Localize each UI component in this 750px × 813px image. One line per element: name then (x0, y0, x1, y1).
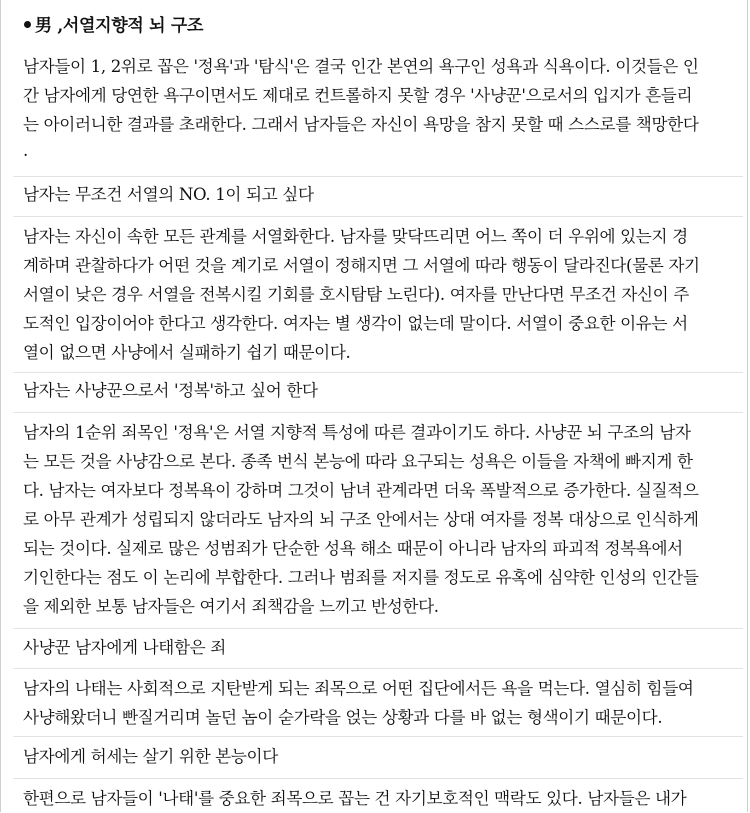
text-line: 한편으로 남자들이 '나태'를 중요한 죄목으로 꼽는 건 자기보호적인 맥락도 있다. 남자들은 내가 (23, 789, 687, 808)
text-line: 는 아이러니한 결과를 초래한다. 그래서 남자들은 자신이 욕망을 참지 못할 때 스스로를 책망한다 (23, 115, 699, 134)
divider (13, 628, 743, 629)
text-line: 되는 것이다. 실제로 많은 성범죄가 단순한 성욕 해소 때문이 아니라 남자의 파괴적 정복욕에서 (23, 539, 683, 558)
text-line: 사냥해왔더니 빤질거리며 놀던 놈이 숟가락을 얹는 상황과 다를 바 없는 형색이기 때문이다. (23, 708, 663, 727)
text-line: 남자는 자신이 속한 모든 관계를 서열화한다. 남자를 맞닥뜨리면 어느 쪽이 더 우위에 있는지 경 (23, 227, 688, 246)
text-line: 기인한다는 점도 이 논리에 부합한다. 그러나 범죄를 저지를 정도로 유혹에 심약한 인성의 인간들 (23, 568, 699, 587)
divider (13, 412, 743, 413)
text-line: 로 아무 관계가 성립되지 않더라도 남자의 뇌 구조 안에서는 상대 여자를 정복 대상으로 인식하게 (23, 510, 699, 529)
text-line: 는 모든 것을 사냥감으로 본다. 종족 번식 본능에 따라 요구되는 성욕은 이들을 자책에 빠지게 한 (23, 452, 693, 471)
text-line: 도적인 입장이어야 한다고 생각한다. 여자는 별 생각이 없는데 말이다. 서열이 중요한 이유는 서 (23, 314, 688, 333)
paragraph-3 (23, 418, 745, 621)
text-line: 계하며 관찰하다가 어떤 것을 계기로 서열이 정해지면 그 서열에 따라 행동이 달라진다(물론 자기 (23, 256, 700, 275)
subheading-4: 남자에게 허세는 살기 위한 본능이다 (23, 747, 278, 766)
divider (13, 372, 743, 373)
subheading-1: 남자는 무조건 서열의 NO. 1이 되고 싶다 (23, 185, 314, 204)
section-heading (24, 14, 203, 38)
subheading-3: 사냥꾼 남자에게 나태함은 죄 (23, 638, 226, 657)
text-line: 남자의 1순위 죄목인 '정욕'은 서열 지향적 특성에 따른 결과이기도 하다. 사냥꾼 뇌 구조의 남자 (23, 423, 691, 442)
text-line: 서열이 낮은 경우 서열을 전복시킬 기회를 호시탐탐 노린다). 여자를 만난다면 무조건 자신이 주 (23, 285, 689, 304)
text-line: 남자의 나태는 사회적으로 지탄받게 되는 죄목으로 어떤 집단에서든 욕을 먹는다. 열심히 힘들여 (23, 679, 694, 698)
divider (13, 668, 743, 669)
bullet-icon (24, 21, 31, 28)
text-line: 을 제외한 보통 남자들은 여기서 죄책감을 느끼고 반성한다. (23, 597, 439, 616)
paragraph-1 (23, 52, 745, 163)
text-line: 남자들이 1, 2위로 꼽은 '정욕'과 '탐식'은 결국 인간 본연의 욕구인 성욕과 식욕이다. 이것들은 인 (23, 57, 699, 76)
divider (13, 176, 743, 177)
text-line: 열이 없으면 사냥에서 실패하기 쉽기 때문이다. (23, 343, 351, 362)
paragraph-5 (23, 784, 745, 813)
divider (13, 216, 743, 217)
paragraph-4 (23, 674, 745, 732)
text-line: . (23, 141, 28, 160)
subheading-2: 남자는 사냥꾼으로서 '정복'하고 싶어 한다 (23, 381, 318, 400)
text-line: 다. 남자는 여자보다 정복욕이 강하며 그것이 남녀 관계라면 더욱 폭발적으로 증가한다. 실질적으 (23, 481, 699, 500)
section-title: 男 ,서열지향적 뇌 구조 (35, 16, 204, 36)
text-line: 간 남자에게 당연한 욕구이면서도 제대로 컨트롤하지 못할 경우 '사냥꾼'으로서의 입지가 흔들리 (23, 86, 693, 105)
divider (13, 736, 743, 737)
divider (13, 778, 743, 779)
paragraph-2 (23, 222, 745, 367)
